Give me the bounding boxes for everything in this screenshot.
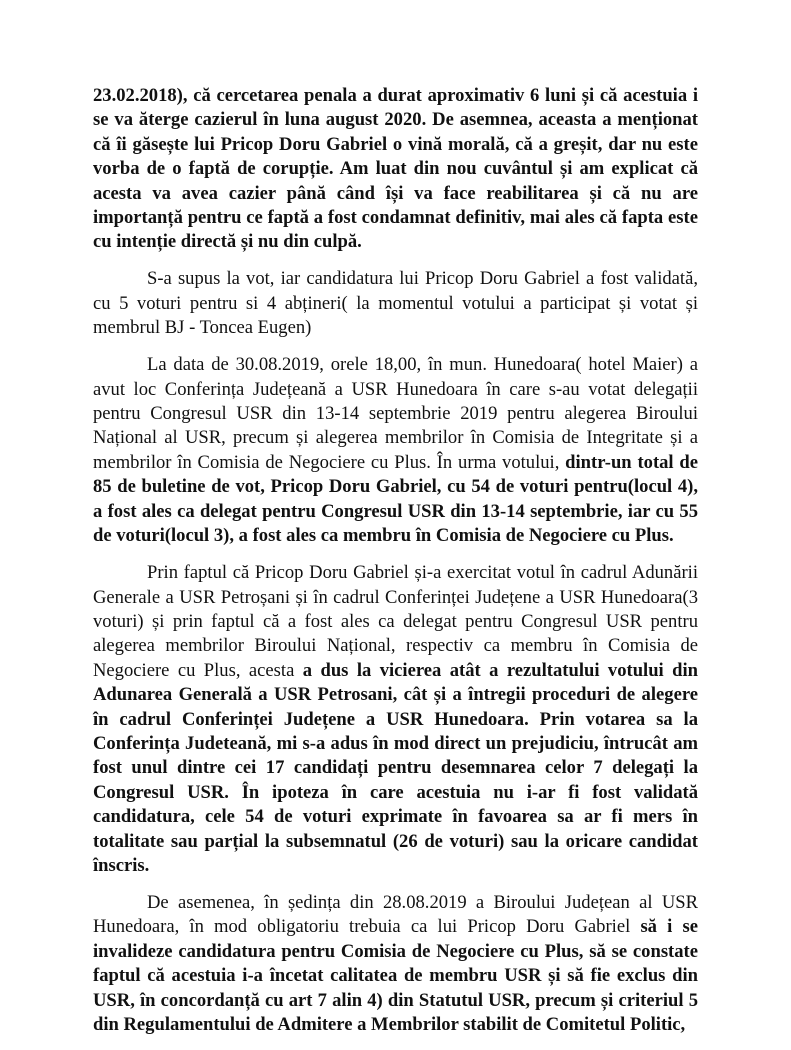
paragraph-text-bold: 23.02.2018), că cercetarea penala a durat aproximativ 6 luni și că acestuia i se va ăterge cazierul în luna august 2020. De asemnea, aceasta a menționat că îi găsește lui Pricop Doru Gabriel o vină morală, că a greșit, dar nu este vorba de o faptă de corupție. Am luat din nou cuvântul și am explicat că acesta va avea cazier până când își va face reabilitarea și că nu are importanță pentru ce faptă a fost condamnat definitiv, mai ales că fapta este cu intenție directă și nu din culpă. (93, 85, 698, 253)
document-page (93, 84, 698, 1050)
paragraph-text-bold: a dus la vicierea atât a rezultatului votului din Adunarea Generală a USR Petrosani, cât și a întregii proceduri de alegere în cadrul Conferinței Județene a USR Hunedoara. Prin votarea sa la Conferința Judeteană, mi s-a adus în mod direct un prejudiciu, întrucât am fost unul dintre cei 17 candidați pentru desemnarea celor 7 delegați la Congresul USR. În ipoteza în care acestuia nu i-ar fi fost validată candidatura, cele 54 de voturi exprimate în favoarea sa ar fi mers în totalitate sau parțial la subsemnatul (26 de voturi) sau la oricare candidat înscris. (93, 659, 698, 876)
paragraph-text: Prin faptul că Pricop Doru Gabriel și-a exercitat votul în cadrul Adunării Generale a USR Petroșani și în cadrul Conferinței Județene a USR Hunedoara(3 voturi) și prin faptul că a fost ales ca delegat pentru Congresul USR pentru alegerea membrilor Biroului Național, respectiv ca membru în Comisia de Negociere cu Plus, acesta (93, 562, 698, 681)
paragraph-vote-vitiation (93, 561, 698, 878)
paragraph-text: La data de 30.08.2019, orele 18,00, în mun. Hunedoara( hotel Maier) a avut loc Conferința Județeană a USR Hunedoara în care s-au votat delegații pentru Congresul USR din 13-14 septembrie 2019 pentru alegerea Biroului Național al USR, precum și alegerea membrilor în Comisia de Integritate și a membrilor în Comisia de Negociere cu Plus. În urma votului, (93, 354, 698, 473)
paragraph-text: S-a supus la vot, iar candidatura lui Pricop Doru Gabriel a fost validată, cu 5 voturi pentru si 4 abțineri( la momentul votului a participat și votat și membrul BJ - Toncea Eugen) (93, 268, 698, 339)
paragraph-text: De asemenea, în ședința din 28.08.2019 a Biroului Județean al USR Hunedoara, în mod obligatoriu trebuia ca lui Pricop Doru Gabriel (93, 891, 698, 938)
paragraph-county-conference (93, 353, 698, 548)
paragraph-text-bold: să i se invalideze candidatura pentru Comisia de Negociere cu Plus, să se constate faptul că acestuia i-a încetat calitatea de membru USR și să fie exclus din USR, în concordanță cu art 7 alin 4) din Statutul USR, precum și criteriul 5 din Regulamentului de Admitere a Membrilor stabilit de Comitetul Politic, (93, 916, 698, 1035)
paragraph-vote-validation (93, 267, 698, 340)
paragraph-county-bureau-obligation (93, 891, 698, 1037)
paragraph-conviction-discussion (93, 84, 698, 255)
paragraph-text-bold: dintr-un total de 85 de buletine de vot, Pricop Doru Gabriel, cu 54 de voturi pentru(locul 4), a fost ales ca delegat pentru Congresul USR din 13-14 septembrie, iar cu 55 de voturi(locul 3), a fost ales ca membru în Comisia de Negociere cu Plus. (93, 451, 698, 547)
